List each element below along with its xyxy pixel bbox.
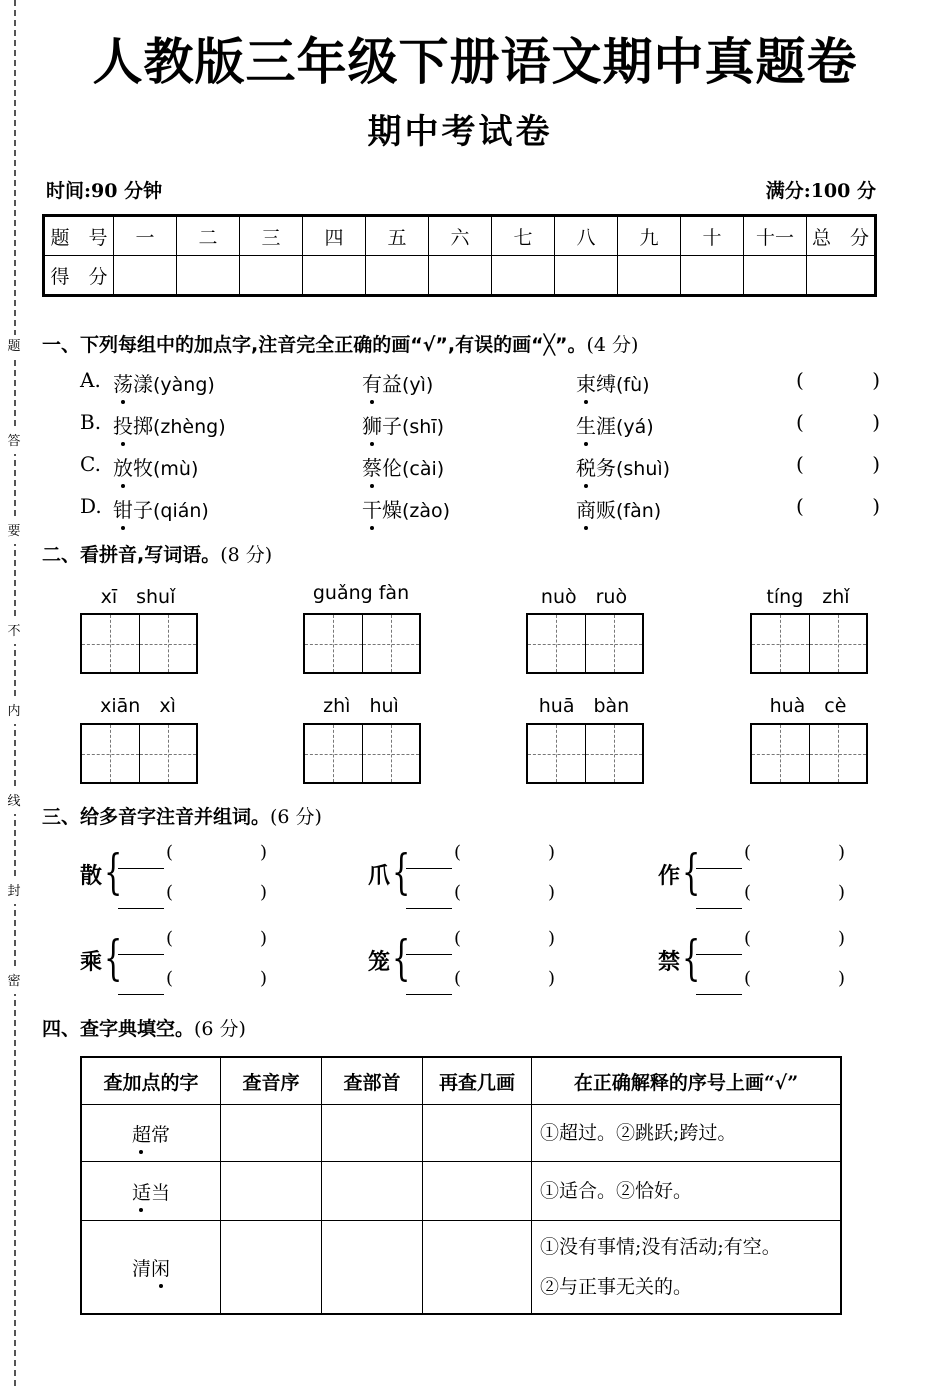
grid-cell[interactable] xyxy=(305,725,362,782)
character: 贩 xyxy=(596,498,616,522)
word-with-pinyin xyxy=(362,368,433,397)
writing-grid[interactable] xyxy=(750,723,868,784)
dictionary-answer-cell[interactable] xyxy=(423,1221,532,1315)
explanation-line: ①超过。②跳跃;跨过。 xyxy=(540,1122,737,1144)
word-with-pinyin xyxy=(113,494,209,523)
dictionary-column-header: 查部首 xyxy=(322,1057,423,1105)
paren-open: ( xyxy=(454,928,462,949)
pinyin-prompt: xiān xì xyxy=(100,695,176,717)
answer-line[interactable] xyxy=(406,908,452,909)
word-with-pinyin xyxy=(113,368,215,397)
character: 子 xyxy=(382,414,402,438)
binding-label-char: 题 xyxy=(7,335,21,359)
dictionary-row xyxy=(81,1105,841,1162)
answer-line[interactable] xyxy=(696,994,742,995)
pinyin-prompt: guǎng fàn xyxy=(312,582,410,604)
paren-open: ( xyxy=(166,882,174,903)
dictionary-column-header: 查加点的字 xyxy=(81,1057,221,1105)
explanation-line: ①没有事情;没有活动;有空。 xyxy=(540,1236,781,1258)
binding-dashed-line xyxy=(14,0,16,1386)
answer-line[interactable] xyxy=(118,954,164,955)
section4-heading: 四、查字典填空。(6 分) xyxy=(42,1018,246,1040)
word-with-pinyin xyxy=(576,410,654,439)
answer-line[interactable] xyxy=(118,994,164,995)
score-cell[interactable] xyxy=(429,256,492,296)
dictionary-answer-cell[interactable] xyxy=(423,1162,532,1221)
dotted-character: 干 xyxy=(362,494,382,523)
answer-line[interactable] xyxy=(406,994,452,995)
score-cell[interactable] xyxy=(366,256,429,296)
dictionary-answer-cell[interactable] xyxy=(221,1221,322,1315)
paren-open: ( xyxy=(744,928,752,949)
brace-symbol: { xyxy=(682,930,701,986)
pinyin-prompt: zhì huì xyxy=(323,695,399,717)
paren-close: ) xyxy=(872,368,880,392)
score-cell[interactable] xyxy=(681,256,744,296)
dotted-character: 商 xyxy=(576,494,596,523)
paren-open: ( xyxy=(744,882,752,903)
pinyin: (zhèng) xyxy=(153,416,226,438)
dictionary-word xyxy=(81,1162,221,1221)
pinyin: (yì) xyxy=(402,374,434,396)
polyphone-item xyxy=(80,842,300,906)
polyphone-item xyxy=(658,928,878,992)
dictionary-answer-cell[interactable] xyxy=(221,1162,322,1221)
dictionary-answer-cell[interactable] xyxy=(322,1162,423,1221)
score-column-label: 一 xyxy=(114,216,177,256)
pinyin: (shuì) xyxy=(616,458,671,480)
pinyin: (yàng) xyxy=(153,374,215,396)
writing-grid[interactable] xyxy=(303,723,421,784)
explanation-line: ①适合。②恰好。 xyxy=(540,1180,693,1202)
dictionary-answer-cell[interactable] xyxy=(322,1105,423,1162)
score-column-label: 七 xyxy=(492,216,555,256)
paren-open: ( xyxy=(744,968,752,989)
dictionary-explanation xyxy=(532,1162,842,1221)
score-cell[interactable] xyxy=(492,256,555,296)
dotted-character: 有 xyxy=(362,368,382,397)
score-header-row xyxy=(44,216,876,256)
answer-line[interactable] xyxy=(696,868,742,869)
character: 伦 xyxy=(382,456,402,480)
dotted-character: 适 xyxy=(132,1178,151,1205)
score-cell[interactable] xyxy=(555,256,618,296)
dictionary-explanation xyxy=(532,1105,842,1162)
character: 牧 xyxy=(133,456,153,480)
grid-cell[interactable] xyxy=(809,615,867,672)
paren-open: ( xyxy=(796,494,804,518)
writing-grid[interactable] xyxy=(526,613,644,674)
dictionary-row xyxy=(81,1221,841,1315)
pinyin: (shī) xyxy=(402,416,445,438)
paren-open: ( xyxy=(166,842,174,863)
dotted-character: 投 xyxy=(113,410,133,439)
grid-cell[interactable] xyxy=(82,725,139,782)
character: 清 xyxy=(131,1257,151,1280)
writing-grid[interactable] xyxy=(750,613,868,674)
option-letter: D. xyxy=(80,494,102,518)
binding-label-char: 不 xyxy=(7,620,21,644)
paren-open: ( xyxy=(454,842,462,863)
word-with-pinyin xyxy=(576,368,650,397)
binding-label-char: 内 xyxy=(7,700,21,724)
brace-symbol: { xyxy=(104,844,123,900)
pinyin-prompt: huà cè xyxy=(769,695,847,717)
paren-close: ) xyxy=(548,968,556,989)
polyphone-character: 笼 xyxy=(368,949,391,975)
brace-symbol: { xyxy=(682,844,701,900)
word-with-pinyin xyxy=(113,410,226,439)
paren-open: ( xyxy=(744,842,752,863)
section3-heading: 三、给多音字注音并组词。(6 分) xyxy=(42,806,322,828)
grid-cell[interactable] xyxy=(528,725,585,782)
score-column-label: 八 xyxy=(555,216,618,256)
score-column-label: 三 xyxy=(240,216,303,256)
polyphone-item xyxy=(658,842,878,906)
grid-cell[interactable] xyxy=(809,725,867,782)
dotted-character: 闲 xyxy=(151,1254,170,1281)
dictionary-answer-cell[interactable] xyxy=(221,1105,322,1162)
pinyin: (yá) xyxy=(616,416,654,438)
paren-open: ( xyxy=(454,968,462,989)
character: 漾 xyxy=(133,372,153,396)
grid-cell[interactable] xyxy=(752,725,809,782)
grid-cell[interactable] xyxy=(585,725,643,782)
writing-grid[interactable] xyxy=(80,613,198,674)
answer-line[interactable] xyxy=(118,868,164,869)
character: 常 xyxy=(151,1123,171,1146)
paren-close: ) xyxy=(260,968,268,989)
grid-cell[interactable] xyxy=(305,615,362,672)
polyphone-character: 禁 xyxy=(658,949,681,975)
section1-heading: 一、下列每组中的加点字,注音完全正确的画“√”,有误的画“╳”。(4 分) xyxy=(42,334,639,356)
dotted-character: 束 xyxy=(576,368,596,397)
paren-close: ) xyxy=(872,452,880,476)
grid-cell[interactable] xyxy=(752,615,809,672)
paren-close: ) xyxy=(260,882,268,903)
answer-line[interactable] xyxy=(406,868,452,869)
dotted-character: 狮 xyxy=(362,410,382,439)
grid-cell[interactable] xyxy=(139,725,197,782)
paren-close: ) xyxy=(838,842,846,863)
score-header-label: 题 号 xyxy=(44,216,114,256)
polyphone-character: 散 xyxy=(80,863,103,889)
paren-close: ) xyxy=(260,928,268,949)
brace-symbol: { xyxy=(392,930,411,986)
polyphone-character: 爪 xyxy=(368,863,391,889)
pinyin: (fù) xyxy=(616,374,650,396)
score-table xyxy=(42,214,877,297)
score-cell[interactable] xyxy=(240,256,303,296)
score-column-label: 六 xyxy=(429,216,492,256)
score-cell[interactable] xyxy=(114,256,177,296)
pinyin: (mù) xyxy=(153,458,199,480)
paren-close: ) xyxy=(872,494,880,518)
option-letter: A. xyxy=(80,368,101,392)
option-letter: B. xyxy=(80,410,102,434)
score-cell[interactable] xyxy=(303,256,366,296)
page-subtitle: 期中考试卷 xyxy=(367,112,553,152)
page-title: 人教版三年级下册语文期中真题卷 xyxy=(92,33,858,91)
grid-cell[interactable] xyxy=(528,615,585,672)
character: 益 xyxy=(382,372,402,396)
score-cell[interactable] xyxy=(618,256,681,296)
pinyin-prompt: tíng zhǐ xyxy=(766,586,850,608)
answer-line[interactable] xyxy=(406,954,452,955)
paren-open: ( xyxy=(166,928,174,949)
character: 缚 xyxy=(596,372,616,396)
dictionary-answer-cell[interactable] xyxy=(322,1221,423,1315)
pinyin-prompt: huā bàn xyxy=(538,695,630,717)
dictionary-column-header: 再查几画 xyxy=(423,1057,532,1105)
dictionary-header-row xyxy=(81,1057,841,1105)
writing-grid[interactable] xyxy=(80,723,198,784)
word-with-pinyin xyxy=(362,494,450,523)
dotted-character: 钳 xyxy=(113,494,133,523)
score-column-label: 四 xyxy=(303,216,366,256)
brace-symbol: { xyxy=(392,844,411,900)
dictionary-row xyxy=(81,1162,841,1221)
pinyin: (fàn) xyxy=(616,500,662,522)
paren-open: ( xyxy=(796,368,804,392)
score-value-row xyxy=(44,256,876,296)
score-column-label: 十 xyxy=(681,216,744,256)
paren-close: ) xyxy=(548,928,556,949)
character: 掷 xyxy=(133,414,153,438)
full-score-label: 满分:100 分 xyxy=(765,180,876,202)
time-label: 时间:90 分钟 xyxy=(46,180,163,202)
dictionary-column-header: 在正确解释的序号上画“√” xyxy=(532,1057,842,1105)
paren-close: ) xyxy=(872,410,880,434)
answer-parentheses[interactable] xyxy=(796,410,880,434)
polyphone-character: 乘 xyxy=(80,949,103,975)
score-column-label: 十一 xyxy=(744,216,807,256)
paren-open: ( xyxy=(454,882,462,903)
binding-label-char: 封 xyxy=(7,880,21,904)
character: 务 xyxy=(596,456,616,480)
dotted-character: 荡 xyxy=(113,368,133,397)
brace-symbol: { xyxy=(104,930,123,986)
pinyin-prompt: xī shuǐ xyxy=(100,586,176,608)
score-column-label: 二 xyxy=(177,216,240,256)
character: 当 xyxy=(151,1181,171,1204)
dictionary-word xyxy=(81,1221,221,1315)
grid-cell[interactable] xyxy=(362,615,420,672)
paren-close: ) xyxy=(838,882,846,903)
score-column-label: 五 xyxy=(366,216,429,256)
paren-close: ) xyxy=(260,842,268,863)
dotted-character: 税 xyxy=(576,452,596,481)
polyphone-character: 作 xyxy=(658,863,681,889)
score-column-label: 九 xyxy=(618,216,681,256)
dotted-character: 放 xyxy=(113,452,133,481)
pinyin: (cài) xyxy=(402,458,445,480)
binding-label-char: 线 xyxy=(7,790,21,814)
binding-label-char: 要 xyxy=(7,520,21,544)
score-cell[interactable] xyxy=(807,256,876,296)
character: 燥 xyxy=(382,498,402,522)
grid-cell[interactable] xyxy=(585,615,643,672)
score-total-label: 总 分 xyxy=(807,216,876,256)
binding-label-char: 密 xyxy=(7,970,21,994)
section2-heading: 二、看拼音,写词语。(8 分) xyxy=(42,544,273,566)
writing-grid[interactable] xyxy=(303,613,421,674)
score-cell[interactable] xyxy=(177,256,240,296)
answer-line[interactable] xyxy=(118,908,164,909)
word-with-pinyin xyxy=(576,452,670,481)
polyphone-item xyxy=(368,842,588,906)
answer-line[interactable] xyxy=(696,954,742,955)
dotted-character: 生 xyxy=(576,410,596,439)
dictionary-answer-cell[interactable] xyxy=(423,1105,532,1162)
paren-close: ) xyxy=(838,968,846,989)
dictionary-column-header: 查音序 xyxy=(221,1057,322,1105)
paren-close: ) xyxy=(548,842,556,863)
word-with-pinyin xyxy=(576,494,661,523)
score-cell[interactable] xyxy=(744,256,807,296)
binding-label-char: 答 xyxy=(7,430,21,454)
answer-line[interactable] xyxy=(696,908,742,909)
answer-parentheses[interactable] xyxy=(796,494,880,518)
option-letter: C. xyxy=(80,452,101,476)
answer-parentheses[interactable] xyxy=(796,452,880,476)
paren-open: ( xyxy=(166,968,174,989)
pinyin: (zào) xyxy=(402,500,451,522)
dictionary-table xyxy=(80,1056,842,1315)
polyphone-item xyxy=(368,928,588,992)
dictionary-explanation xyxy=(532,1221,842,1315)
score-row-label: 得 分 xyxy=(44,256,114,296)
word-with-pinyin xyxy=(113,452,198,481)
polyphone-item xyxy=(80,928,300,992)
paren-close: ) xyxy=(838,928,846,949)
character: 涯 xyxy=(596,414,616,438)
dotted-character: 超 xyxy=(132,1120,151,1147)
answer-parentheses[interactable] xyxy=(796,368,880,392)
dictionary-word xyxy=(81,1105,221,1162)
dotted-character: 蔡 xyxy=(362,452,382,481)
pinyin-prompt: nuò ruò xyxy=(540,586,628,608)
word-with-pinyin xyxy=(362,452,444,481)
writing-grid[interactable] xyxy=(526,723,644,784)
grid-cell[interactable] xyxy=(362,725,420,782)
word-with-pinyin xyxy=(362,410,444,439)
grid-cell[interactable] xyxy=(139,615,197,672)
pinyin: (qián) xyxy=(153,500,209,522)
explanation-line: ②与正事无关的。 xyxy=(540,1276,693,1298)
paren-close: ) xyxy=(548,882,556,903)
paren-open: ( xyxy=(796,410,804,434)
character: 子 xyxy=(133,498,153,522)
paren-open: ( xyxy=(796,452,804,476)
grid-cell[interactable] xyxy=(82,615,139,672)
